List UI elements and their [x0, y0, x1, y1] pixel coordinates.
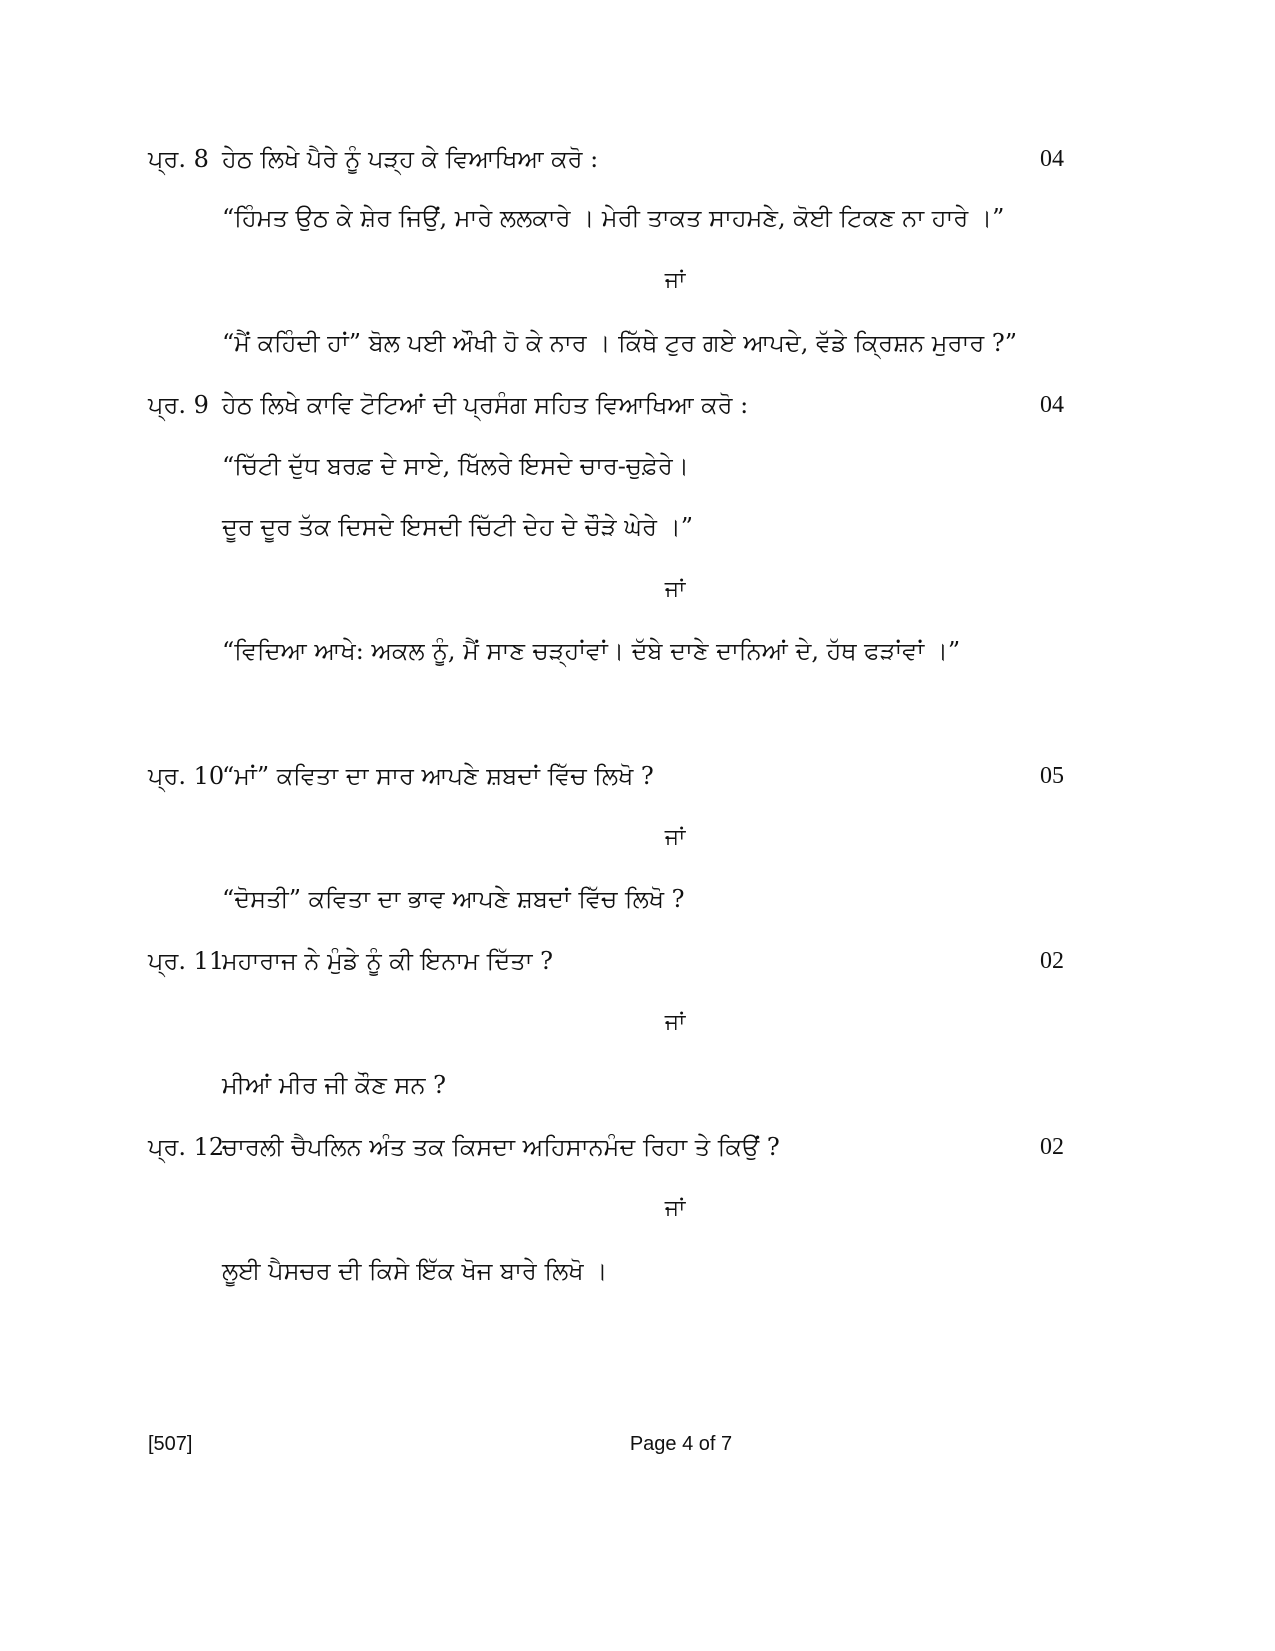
or-separator: ਜਾਂ	[664, 1196, 686, 1221]
passage-line: ਦੂਰ ਦੂਰ ਤੱਕ ਦਿਸਦੇ ਇਸਦੀ ਚਿੱਟੀ ਦੇਹ ਦੇ ਚੌੜੇ ਘੇਰੇ ।”	[222, 513, 694, 541]
question-marks: 02	[1040, 1134, 1064, 1160]
or-separator: ਜਾਂ	[664, 825, 686, 850]
passage-line: “ਵਿਦਿਆ ਆਖੇ: ਅਕਲ ਨੂੰ, ਮੈਂ ਸਾਣ ਚੜ੍ਹਾਂਵਾਂ। ਦੱਬੇ ਦਾਣੇ ਦਾਨਿਆਂ ਦੇ, ਹੱਥ ਫੜਾਂਵਾਂ ।”	[222, 637, 961, 665]
question-prompt: “ਮਾਂ” ਕਵਿਤਾ ਦਾ ਸਾਰ ਆਪਣੇ ਸ਼ਬਦਾਂ ਵਿੱਚ ਲਿਖੋ ?	[222, 762, 654, 790]
passage-line: ਲੂਈ ਪੈਸਚਰ ਦੀ ਕਿਸੇ ਇੱਕ ਖੋਜ ਬਾਰੇ ਲਿਖੋ ।	[222, 1257, 608, 1285]
question-number: ਪ੍ਰ. 11	[148, 947, 225, 975]
question-prompt: ਹੇਠ ਲਿਖੇ ਪੈਰੇ ਨੂੰ ਪੜ੍ਹ ਕੇ ਵਿਆਖਿਆ ਕਰੋ :	[222, 145, 599, 173]
page-number: Page 4 of 7	[629, 1433, 733, 1455]
question-number: ਪ੍ਰ. 12	[148, 1133, 225, 1161]
question-prompt: ਚਾਰਲੀ ਚੈਪਲਿਨ ਅੰਤ ਤਕ ਕਿਸਦਾ ਅਹਿਸਾਨਮੰਦ ਰਿਹਾ ਤੇ ਕਿਉਂ ?	[222, 1133, 780, 1161]
passage-line: “ਦੋਸਤੀ” ਕਵਿਤਾ ਦਾ ਭਾਵ ਆਪਣੇ ਸ਼ਬਦਾਂ ਵਿੱਚ ਲਿਖੋ ?	[222, 885, 685, 913]
passage-line: “ਚਿੱਟੀ ਦੁੱਧ ਬਰਫ਼ ਦੇ ਸਾਏ, ਖਿੱਲਰੇ ਇਸਦੇ ਚਾਰ-ਚੁਫ਼ੇਰੇ।	[222, 452, 689, 480]
question-number: ਪ੍ਰ. 9	[148, 391, 209, 419]
or-separator: ਜਾਂ	[664, 1010, 686, 1035]
question-marks: 04	[1040, 392, 1064, 418]
passage-line: ਮੀਆਂ ਮੀਰ ਜੀ ਕੌਣ ਸਨ ?	[222, 1071, 446, 1099]
or-separator: ਜਾਂ	[664, 268, 686, 293]
question-number: ਪ੍ਰ. 8	[148, 145, 209, 173]
question-prompt: ਹੇਠ ਲਿਖੇ ਕਾਵਿ ਟੋਟਿਆਂ ਦੀ ਪ੍ਰਸੰਗ ਸਹਿਤ ਵਿਆਖਿਆ ਕਰੋ :	[222, 391, 749, 419]
question-marks: 02	[1040, 948, 1064, 974]
question-prompt: ਮਹਾਰਾਜ ਨੇ ਮੁੰਡੇ ਨੂੰ ਕੀ ਇਨਾਮ ਦਿੱਤਾ ?	[222, 947, 554, 975]
paper-code: [507]	[148, 1433, 193, 1455]
passage-line: “ਹਿੰਮਤ ਉਠ ਕੇ ਸ਼ੇਰ ਜਿਉਂ, ਮਾਰੇ ਲਲਕਾਰੇ । ਮੇਰੀ ਤਾਕਤ ਸਾਹਮਣੇ, ਕੋਈ ਟਿਕਣ ਨਾ ਹਾਰੇ ।”	[222, 204, 1005, 232]
question-number: ਪ੍ਰ. 10	[148, 762, 225, 790]
question-marks: 05	[1040, 763, 1064, 789]
question-marks: 04	[1040, 146, 1064, 172]
or-separator: ਜਾਂ	[664, 577, 686, 602]
passage-line: “ਮੈਂ ਕਹਿੰਦੀ ਹਾਂ” ਬੋਲ ਪਈ ਔਖੀ ਹੋ ਕੇ ਨਾਰ । ਕਿੱਥੇ ਟੁਰ ਗਏ ਆਪਦੇ, ਵੱਡੇ ਕ੍ਰਿਸ਼ਨ ਮੁਰਾਰ ?”	[222, 329, 1017, 357]
